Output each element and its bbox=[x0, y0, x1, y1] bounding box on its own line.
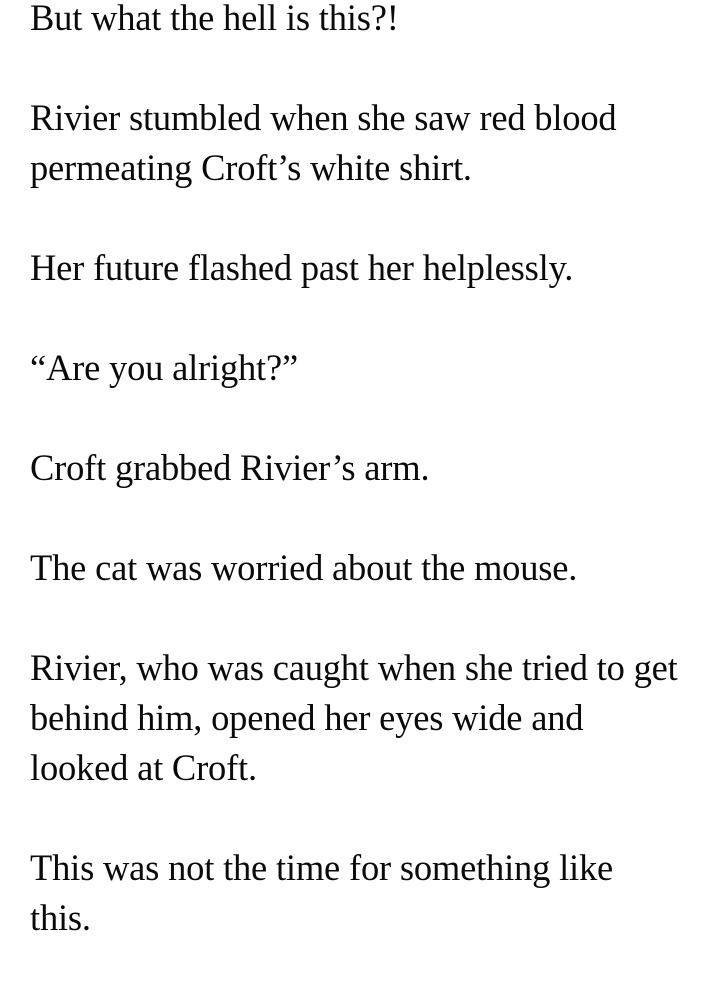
paragraph bbox=[30, 243, 696, 293]
text-line: behind him, opened her eyes wide and bbox=[30, 697, 584, 738]
text-line: Rivier, who was caught when she tried to get bbox=[30, 647, 678, 688]
paragraph bbox=[30, 543, 696, 593]
text-line: “Are you alright?” bbox=[30, 347, 298, 388]
paragraph bbox=[30, 343, 696, 393]
paragraph bbox=[30, 843, 696, 943]
text-line: this. bbox=[30, 897, 91, 938]
paragraph bbox=[30, 93, 696, 193]
text-line: Croft grabbed Rivier’s arm. bbox=[30, 447, 430, 488]
text-line: But what the hell is this?! bbox=[30, 0, 399, 38]
text-line: This was not the time for something like bbox=[30, 847, 614, 888]
text-line: permeating Croft’s white shirt. bbox=[30, 147, 472, 188]
text-line: looked at Croft. bbox=[30, 747, 257, 788]
text-line: Her future flashed past her helplessly. bbox=[30, 247, 574, 288]
paragraph bbox=[30, 443, 696, 493]
text-line: The cat was worried about the mouse. bbox=[30, 547, 578, 588]
text-line: Rivier stumbled when she saw red blood bbox=[30, 97, 617, 138]
paragraph bbox=[30, 0, 696, 43]
paragraph bbox=[30, 643, 696, 793]
